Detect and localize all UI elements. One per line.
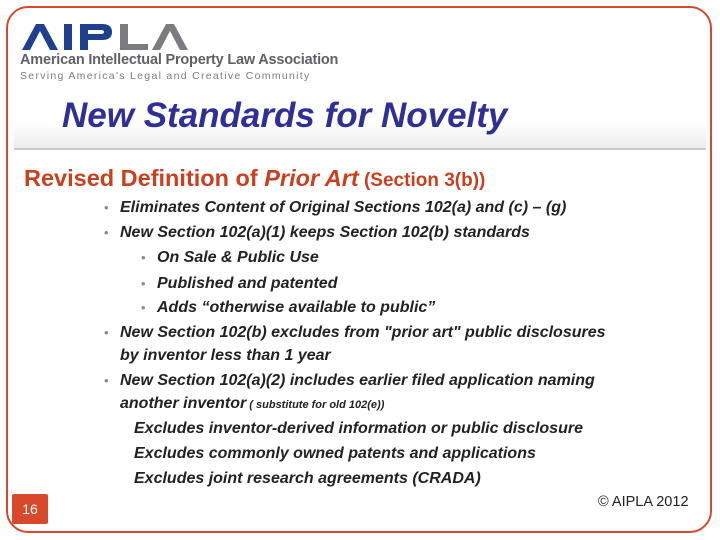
sub-bullet-item: Published and patented: [157, 275, 338, 292]
exclusion-line: Excludes joint research agreements (CRADA): [134, 470, 481, 487]
bullet-dot-icon: •: [104, 200, 109, 215]
bullet-item-text: another inventor: [120, 395, 247, 412]
sub-bullet-item: On Sale & Public Use: [157, 249, 319, 266]
organization-tagline: Serving America's Legal and Creative Community: [20, 70, 311, 82]
slide-title: New Standards for Novelty: [62, 96, 508, 135]
bullet-item-continuation: [120, 393, 384, 416]
bullet-item-continuation: by inventor less than 1 year: [120, 347, 331, 364]
bullet-dot-icon: •: [141, 250, 146, 265]
bullet-dot-icon: •: [104, 373, 109, 388]
page-number-badge: 16: [12, 494, 48, 524]
copyright-notice: © AIPLA 2012: [598, 494, 689, 510]
exclusion-line: Excludes inventor-derived information or public disclosure: [134, 420, 583, 437]
bullet-dot-icon: •: [104, 225, 109, 240]
subtitle-text: Revised Definition of: [24, 165, 265, 191]
bullet-dot-icon: •: [104, 325, 109, 340]
aipla-wordmark-logo: [20, 22, 190, 52]
bullet-item: New Section 102(a)(1) keeps Section 102(b) standards: [120, 224, 530, 241]
bullet-item: New Section 102(b) excludes from "prior art" public disclosures: [120, 324, 606, 341]
bullet-dot-icon: •: [141, 300, 146, 315]
subtitle-section-note: (Section 3(b)): [358, 170, 486, 191]
organization-name: American Intellectual Property Law Association: [20, 52, 339, 68]
bullet-item: New Section 102(a)(2) includes earlier filed application naming: [120, 372, 595, 389]
subtitle-italic-text: Prior Art: [264, 165, 359, 191]
bullet-dot-icon: •: [141, 276, 146, 291]
sub-bullet-item: Adds “otherwise available to public”: [157, 299, 436, 316]
bullet-item: Eliminates Content of Original Sections 102(a) and (c) – (g): [120, 199, 567, 216]
exclusion-line: Excludes commonly owned patents and applications: [134, 445, 536, 462]
slide-subtitle: [24, 165, 485, 192]
bullet-item-note: ( substitute for old 102(e)): [246, 399, 385, 411]
